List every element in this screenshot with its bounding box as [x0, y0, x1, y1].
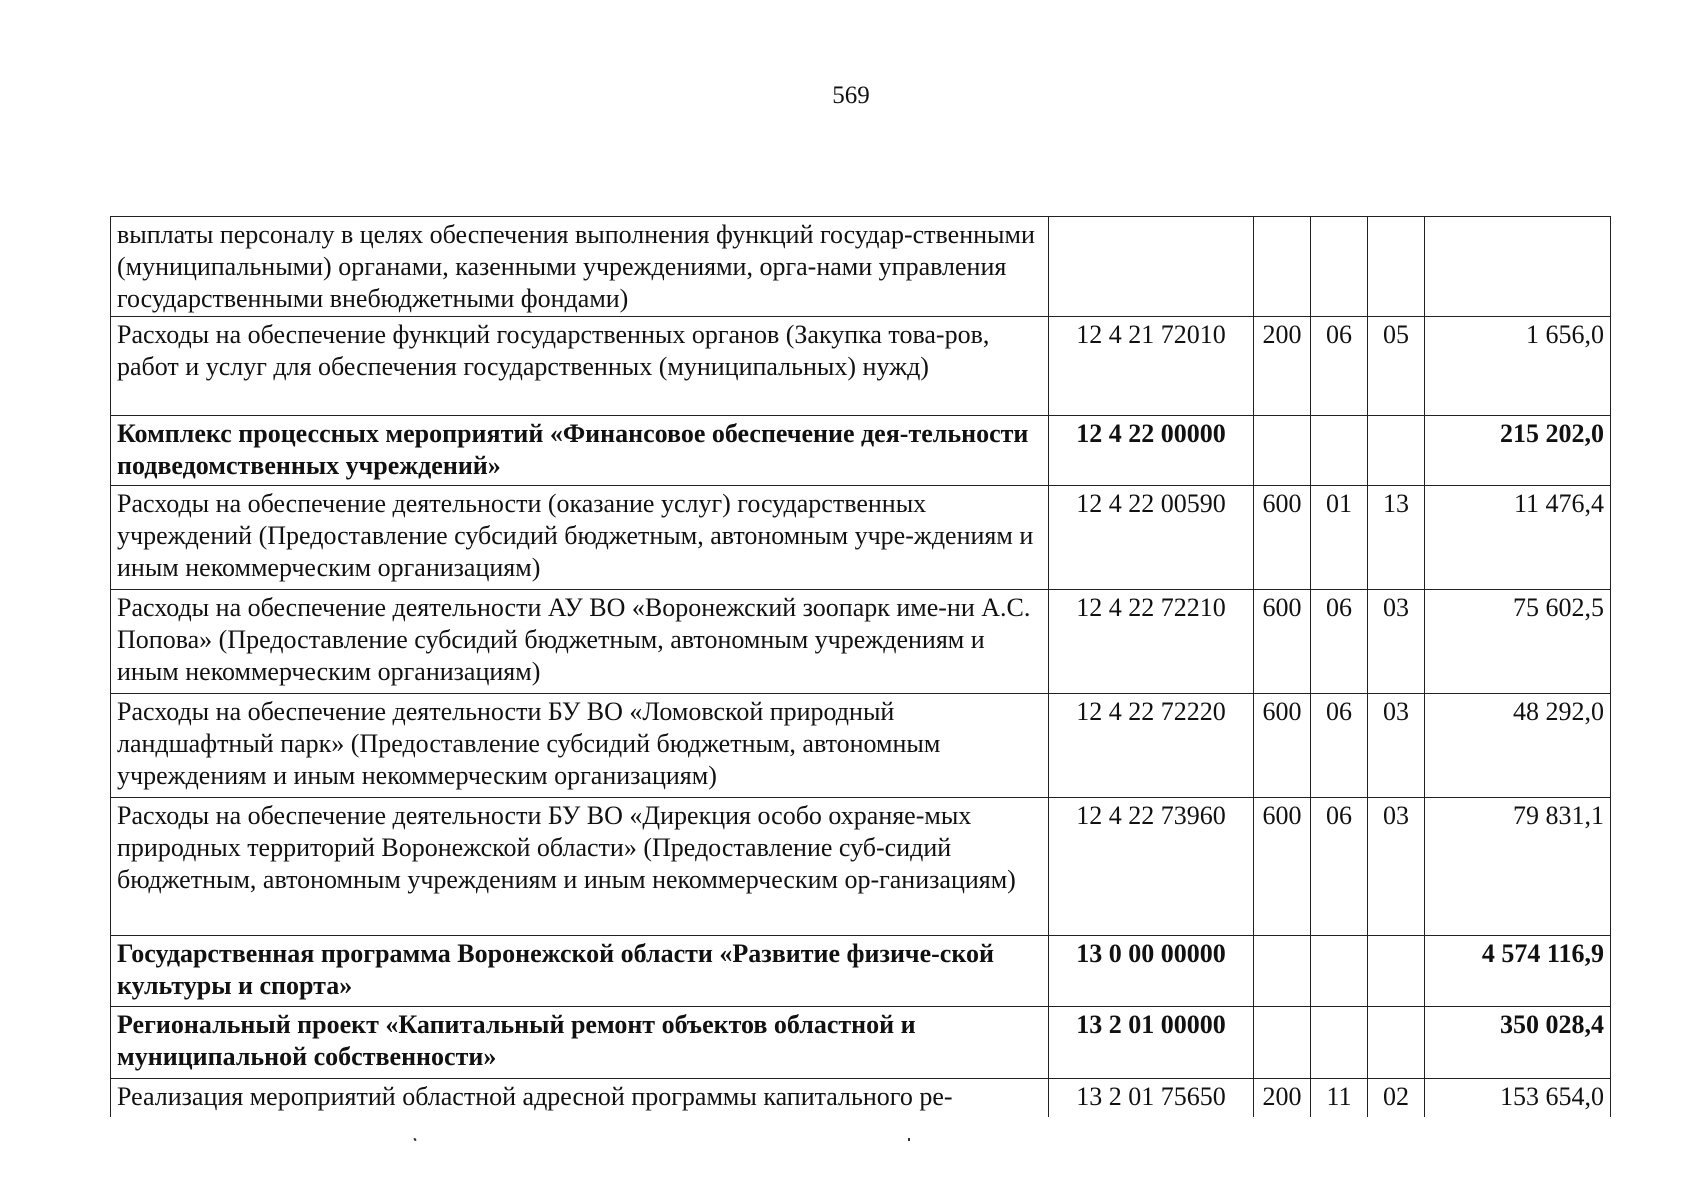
row-expense-type: 200 — [1254, 1079, 1311, 1117]
row-section: 06 — [1311, 798, 1368, 936]
table-row — [111, 798, 1611, 936]
row-section — [1311, 217, 1368, 317]
table-row — [111, 936, 1611, 1007]
row-description: Расходы на обеспечение деятельности АУ ВО «Воронежский зоопарк име-ни А.С. Попова» (Предоставление субсидий бюджетным, автономным учреждениям и иным некоммерческим организациям) — [111, 590, 1049, 694]
row-subsection: 03 — [1368, 590, 1425, 694]
row-code: 12 4 22 72220 — [1049, 694, 1254, 798]
row-code: 13 2 01 75650 — [1049, 1079, 1254, 1117]
row-subsection: 13 — [1368, 486, 1425, 590]
scan-speck — [908, 1138, 910, 1141]
row-amount: 48 292,0 — [1425, 694, 1611, 798]
row-code — [1049, 217, 1254, 317]
row-expense-type — [1254, 217, 1311, 317]
row-description: Реализация мероприятий областной адресной программы капитального ре- — [111, 1079, 1049, 1117]
page-number: 569 — [832, 82, 870, 109]
row-amount: 4 574 116,9 — [1425, 936, 1611, 1007]
row-expense-type — [1254, 1007, 1311, 1079]
row-amount: 79 831,1 — [1425, 798, 1611, 936]
row-expense-type — [1254, 936, 1311, 1007]
row-subsection: 05 — [1368, 317, 1425, 416]
row-description: выплаты персоналу в целях обеспечения выполнения функций государ-ственными (муниципальными) органами, казенными учреждениями, орга-нами управления государственными внебюджетными фондами) — [111, 217, 1049, 317]
row-description: Государственная программа Воронежской области «Развитие физиче-ской культуры и спорта» — [111, 936, 1049, 1007]
row-section: 06 — [1311, 317, 1368, 416]
row-subsection: 03 — [1368, 694, 1425, 798]
row-section: 01 — [1311, 486, 1368, 590]
row-expense-type: 600 — [1254, 798, 1311, 936]
row-code: 12 4 22 72210 — [1049, 590, 1254, 694]
row-amount: 1 656,0 — [1425, 317, 1611, 416]
row-section — [1311, 936, 1368, 1007]
table-row — [111, 416, 1611, 486]
row-description: Комплекс процессных мероприятий «Финансовое обеспечение дея-тельности подведомственных учреждений» — [111, 416, 1049, 486]
row-amount: 75 602,5 — [1425, 590, 1611, 694]
row-amount: 350 028,4 — [1425, 1007, 1611, 1079]
row-subsection — [1368, 217, 1425, 317]
row-section: 11 — [1311, 1079, 1368, 1117]
table-row — [111, 217, 1611, 317]
row-description: Расходы на обеспечение деятельности БУ ВО «Дирекция особо охраняе-мых природных территорий Воронежской области» (Предоставление суб-сидий бюджетным, автономным учреждениям и иным некоммерческим ор-ганизациям) — [111, 798, 1049, 936]
row-subsection — [1368, 416, 1425, 486]
row-code: 13 2 01 00000 — [1049, 1007, 1254, 1079]
table-row — [111, 486, 1611, 590]
row-section — [1311, 1007, 1368, 1079]
row-amount: 153 654,0 — [1425, 1079, 1611, 1117]
budget-table — [110, 216, 1611, 1117]
row-expense-type: 200 — [1254, 317, 1311, 416]
row-subsection — [1368, 1007, 1425, 1079]
table-row — [111, 590, 1611, 694]
row-code: 12 4 21 72010 — [1049, 317, 1254, 416]
row-amount — [1425, 217, 1611, 317]
row-description: Расходы на обеспечение деятельности (оказание услуг) государственных учреждений (Предоставление субсидий бюджетным, автономным учре-ждениям и иным некоммерческим организациям) — [111, 486, 1049, 590]
row-section: 06 — [1311, 590, 1368, 694]
row-code: 12 4 22 00000 — [1049, 416, 1254, 486]
row-section: 06 — [1311, 694, 1368, 798]
table-row — [111, 694, 1611, 798]
row-description: Региональный проект «Капитальный ремонт объектов областной и муниципальной собственности» — [111, 1007, 1049, 1079]
row-code: 12 4 22 00590 — [1049, 486, 1254, 590]
row-description: Расходы на обеспечение функций государственных органов (Закупка това-ров, работ и услуг для обеспечения государственных (муниципальных) нужд) — [111, 317, 1049, 416]
row-amount: 11 476,4 — [1425, 486, 1611, 590]
table-row — [111, 1007, 1611, 1079]
row-section — [1311, 416, 1368, 486]
row-expense-type: 600 — [1254, 590, 1311, 694]
row-expense-type — [1254, 416, 1311, 486]
row-code: 13 0 00 00000 — [1049, 936, 1254, 1007]
table-row — [111, 1079, 1611, 1117]
row-code: 12 4 22 73960 — [1049, 798, 1254, 936]
row-subsection: 02 — [1368, 1079, 1425, 1117]
row-expense-type: 600 — [1254, 486, 1311, 590]
row-subsection: 03 — [1368, 798, 1425, 936]
row-expense-type: 600 — [1254, 694, 1311, 798]
row-description: Расходы на обеспечение деятельности БУ ВО «Ломовской природный ландшафтный парк» (Предоставление субсидий бюджетным, автономным учреждениям и иным некоммерческим организациям) — [111, 694, 1049, 798]
table-row — [111, 317, 1611, 416]
scan-speck — [413, 1138, 416, 1142]
row-amount: 215 202,0 — [1425, 416, 1611, 486]
row-subsection — [1368, 936, 1425, 1007]
